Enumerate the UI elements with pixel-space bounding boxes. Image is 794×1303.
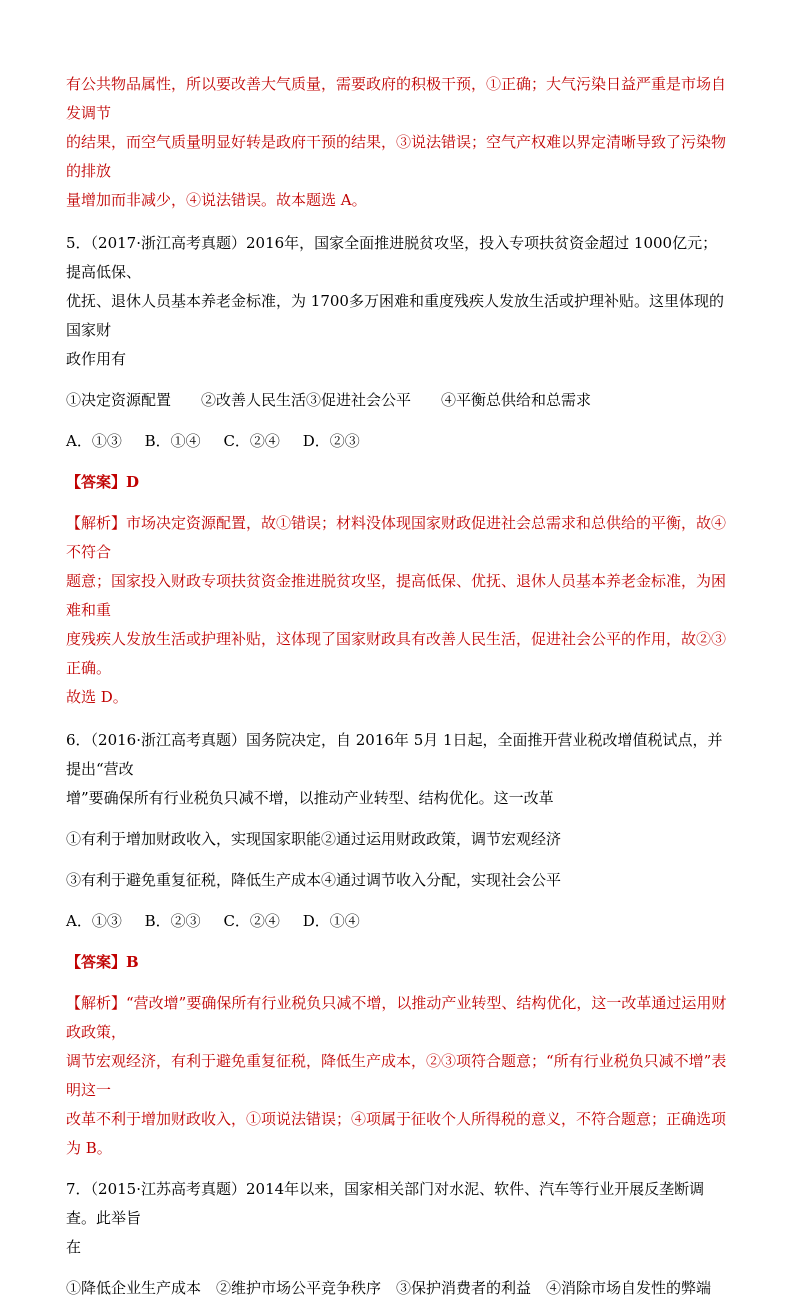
question-stem-line: 政作用有 — [66, 350, 127, 368]
choice-d: D．②③ — [302, 432, 360, 450]
analysis-line: 调节宏观经济，有利于避免重复征税，降低生产成本，②③项符合题意；“所有行业税负只减不增”表明这一 — [66, 1052, 727, 1099]
analysis-line: 题意；国家投入财政专项扶贫资金推进脱贫攻坚，提高低保、优抚、退休人员基本养老金标准，为困难和重 — [66, 572, 727, 619]
choice-a: A．①③ — [66, 912, 122, 930]
question-statements: ①降低企业生产成本 ②维护市场公平竞争秩序 ③保护消费者的利益 ④消除市场自发性的弊端 — [66, 1279, 712, 1297]
intro-analysis — [66, 70, 730, 215]
choice-b: B．①④ — [144, 432, 201, 450]
question-stem-line: 5．（2017·浙江高考真题）2016年，国家全面推进脱贫攻坚，投入专项扶贫资金超过 1000亿元；提高低保、 — [66, 234, 718, 281]
question-6 — [66, 726, 730, 1163]
choice-d: D．①④ — [302, 912, 360, 930]
choice-a: A．①③ — [66, 432, 122, 450]
analysis-line: 【解析】市场决定资源配置，故①错误；材料没体现国家财政促进社会总需求和总供给的平衡，故④不符合 — [66, 514, 727, 561]
choice-list — [66, 427, 730, 456]
choice-list — [66, 907, 730, 936]
intro-line: 量增加而非减少，④说法错误。故本题选 A。 — [66, 191, 367, 209]
answer-label: 【答案】D — [66, 473, 140, 491]
question-5 — [66, 229, 730, 712]
analysis — [66, 509, 730, 712]
analysis-line: 【解析】“营改增”要确保所有行业税负只减不增，以推动产业转型、结构优化，这一改革通过运用财政政策， — [66, 994, 727, 1041]
question-statements: ①决定资源配置 ②改善人民生活③促进社会公平 ④平衡总供给和总需求 — [66, 391, 592, 409]
question-stem-line: 在 — [66, 1238, 82, 1256]
question-stem-line: 6．（2016·浙江高考真题）国务院决定，自 2016年 5月 1日起，全面推开营业税改增值税试点，并提出“营改 — [66, 731, 723, 778]
analysis-line: 改革不利于增加财政收入，①项说法错误；④项属于征收个人所得税的意义，不符合题意；正确选项为 B。 — [66, 1110, 727, 1157]
analysis-line: 度残疾人发放生活或护理补贴，这体现了国家财政具有改善人民生活，促进社会公平的作用，故②③正确。 — [66, 630, 727, 677]
analysis-line: 故选 D。 — [66, 688, 128, 706]
question-stem-line: 增”要确保所有行业税负只减不增，以推动产业转型、结构优化。这一改革 — [66, 789, 554, 807]
choice-c: C．②④ — [223, 432, 280, 450]
choice-c: C．②④ — [223, 912, 280, 930]
question-statements: ③有利于避免重复征税，降低生产成本④通过调节收入分配，实现社会公平 — [66, 871, 562, 889]
answer-label: 【答案】B — [66, 953, 139, 971]
intro-line: 有公共物品属性，所以要改善大气质量，需要政府的积极干预，①正确；大气污染日益严重是市场自发调节 — [66, 75, 727, 122]
question-statements: ①有利于增加财政收入，实现国家职能②通过运用财政政策，调节宏观经济 — [66, 830, 562, 848]
question-stem-line: 优抚、退休人员基本养老金标准，为 1700多万困难和重度残疾人发放生活或护理补贴。这里体现的国家财 — [66, 292, 724, 339]
intro-line: 的结果，而空气质量明显好转是政府干预的结果，③说法错误；空气产权难以界定清晰导致了污染物的排放 — [66, 133, 727, 180]
question-7 — [66, 1175, 730, 1303]
choice-b: B．②③ — [144, 912, 201, 930]
question-stem-line: 7．（2015·江苏高考真题）2014年以来，国家相关部门对水泥、软件、汽车等行业开展反垄断调查。此举旨 — [66, 1180, 705, 1227]
analysis — [66, 989, 730, 1163]
document-page — [66, 70, 730, 1303]
